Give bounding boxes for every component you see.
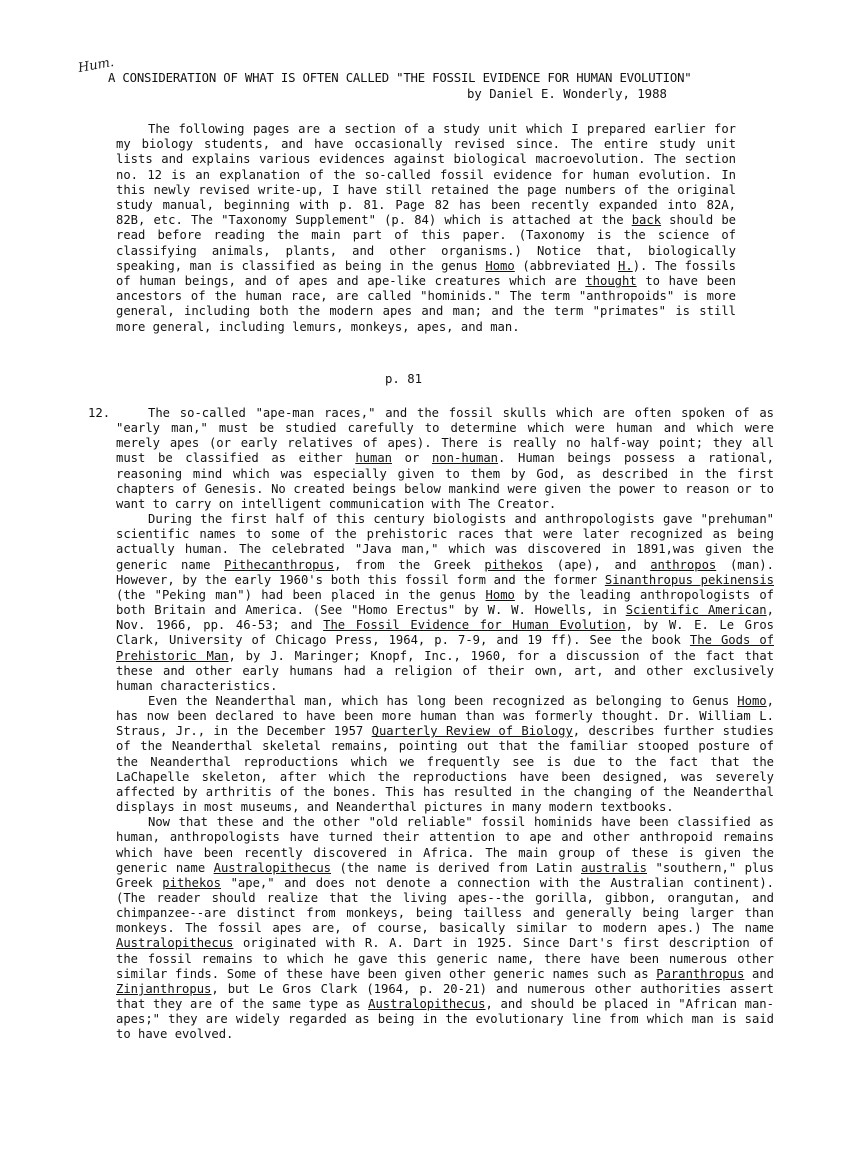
body-paragraph: The so-called "ape-man races," and the fossil skulls which are often spoken of as "early man," must be studied carefully to determine which were human and which were merely apes (or early relatives of apes). There is really no half-way point; they all must be classified as either human or non-human. Human beings possess a rational, reasoning mind which was especially given to them by God, as described in the first chapters of Genesis. No created beings below mankind were given the power to reason or to want to carry on intelligent communication with The Creator. [116, 406, 775, 511]
underlined-term: thought [585, 274, 637, 289]
intro-paragraph: The following pages are a section of a study unit which I prepared earlier for my biology students, and have occasionally revised since. The entire study unit lists and explains various evidences against biological macroevolution. The section no. 12 is an explanation of the so-called fossil evidence for human evolution. In this newly revised write-up, I have still retained the page numbers of the original study manual, beginning with p. 81. Page 82 has been recently expanded into 82A, 82B, etc. The "Taxonomy Supplement" (p. 84) which is attached at the back should be read before reading the main part of this paper. (Taxonomy is the science of classifying animals, plants, and other organisms.) Notice that, biologically speaking, man is classified as being in the genus Homo (abbreviated H.). The fossils of human beings, and of apes and ape-like creatures which are thought to have been ancestors of the human race, are called "hominids." The term "anthropoids" is more general, including both the modern apes and man; and the term "primates" is still more general, including lemurs, monkeys, apes, and man. [116, 122, 737, 334]
section-body [116, 406, 774, 1043]
handwritten-note: Hum. [76, 54, 116, 77]
body-paragraph: Now that these and the other "old reliable" fossil hominids have been classified as human, anthropologists have turned their attention to ape and other anthropoid remains which have been recently discovered in Africa. The main group of these is given the generic name Australopithecus (the name is derived from Latin australis "southern," plus Greek pithekos "ape," and does not denote a connection with the Australian continent). (The reader should realize that the living apes--the gorilla, gibbon, orangutan, and chimpanzee--are distinct from monkeys, being tailless and generally being larger than monkeys. The fossil apes are, of course, basically similar to modern apes.) The name Australopithecus originated with R. A. Dart in 1925. Since Dart's first description of the fossil remains to which he gave this generic name, there have been numerous other similar finds. Some of these have been given other generic names such as Paranthropus and Zinjanthropus, but Le Gros Clark (1964, p. 20-21) and numerous other authorities assert that they are of the same type as Australopithecus, and should be placed in "African man-apes;" they are widely regarded as being in the evolutionary line from which man is said to have evolved. [116, 815, 774, 1042]
underlined-term: back [631, 213, 662, 228]
intro-section [116, 122, 736, 335]
page-number: p. 81 [385, 372, 423, 386]
body-paragraph: Even the Neanderthal man, which has long been recognized as belonging to Genus Homo, has now been declared to have been more human than was formerly thought. Dr. William L. Straus, Jr., in the December 1957 Quarterly Review of Biology, describes further studies of the Neanderthal skeletal remains, pointing out that the familiar stooped posture of the Neanderthal reproductions which we frequently see is due to the fact that the LaChapelle skeleton, after which the reproductions have been designed, was severely affected by arthritis of the bones. This has resulted in the changing of the Neanderthal displays in most museums, and Neanderthal pictures in many modern textbooks. [116, 693, 774, 815]
document-byline: by Daniel E. Wonderly, 1988 [467, 87, 667, 101]
document-title: A CONSIDERATION OF WHAT IS OFTEN CALLED "THE FOSSIL EVIDENCE FOR HUMAN EVOLUTION" [108, 71, 692, 85]
body-paragraph: During the first half of this century biologists and anthropologists gave "prehuman" scientific names to some of the prehistoric races that were later recognized as being actually human. The celebrated "Java man," which was discovered in 1891,was given the generic name Pithecanthropus, from the Greek pithekos (ape), and anthropos (man). However, by the early 1960's both this fossil form and the former Sinanthropus pekinensis (the "Peking man") had been placed in the genus Homo by the leading anthropologists of both Britain and America. (See "Homo Erectus" by W. W. Howells, in Scientific American, Nov. 1966, pp. 46-53; and The Fossil Evidence for Human Evolution, by W. E. Le Gros Clark, University of Chicago Press, 1964, p. 7-9, and 19 ff). See the book The Gods of Prehistoric Man, by J. Maringer; Knopf, Inc., 1960, for a discussion of the fact that these and other early humans had a religion of their own, art, and other exclusively human characteristics. [116, 512, 775, 693]
section-number: 12. [88, 406, 111, 420]
underlined-term: Homo [485, 258, 515, 273]
underlined-term: H. [618, 258, 633, 273]
